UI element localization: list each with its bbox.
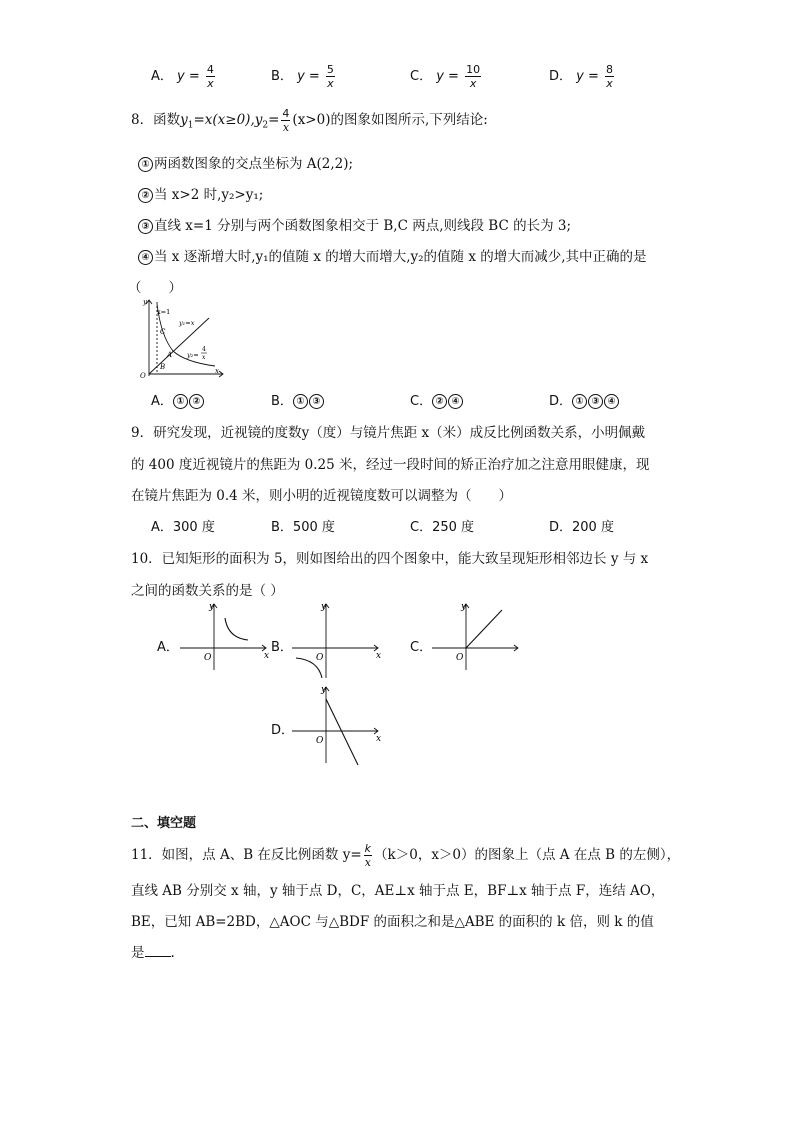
q7-option-b[interactable]: B． y = $\frac{5}{x}$	[271, 63, 334, 90]
q8-conclusion-3: ③ 直线 x=1 分别与两个函数图象相交于 B,C 两点,则线段 BC 的长为 3;	[138, 214, 571, 234]
y-label: y	[209, 602, 215, 612]
q8-graph	[135, 296, 227, 380]
fraction: $\frac{5}{x}$	[326, 63, 334, 90]
origin-label: O	[316, 736, 324, 746]
point-a-label: A	[167, 351, 173, 359]
q10-label-d[interactable]: D．	[271, 723, 295, 738]
q9-option-a[interactable]: A．300 度	[151, 520, 215, 535]
linear-line	[466, 610, 502, 648]
q10-line-2: 之间的函数关系的是（ ）	[131, 583, 284, 599]
q11-line-2: 直线 AB 分别交 x 轴，y 轴于点 D，C，AE⊥x 轴于点 E，BF⊥x 轴于点 F，连结 AO，	[131, 883, 665, 899]
q7-option-d[interactable]: D． y = $\frac{8}{x}$	[549, 63, 614, 90]
q10-graph-a[interactable]	[178, 600, 274, 672]
q11-line-1: 11．如图，点 A、B 在反比例函数 y= $\frac{k}{x}$ （k＞0，x＞0）的图象上（点 A 在点 B 的左侧），	[131, 842, 681, 869]
q9-option-c[interactable]: C．250 度	[410, 520, 475, 535]
fraction: $\frac{k}{x}$	[364, 842, 372, 869]
q8-conclusion-2: ② 当 x>2 时,y₂>y₁;	[138, 183, 263, 203]
y-label: y	[321, 685, 327, 695]
fraction: $\frac{4}{x}$	[282, 107, 290, 134]
x-label: x	[376, 651, 382, 661]
q8-option-c[interactable]: C． ② ④	[410, 390, 464, 409]
fraction: $\frac{4}{x}$	[206, 63, 214, 90]
q8-option-b[interactable]: B． ① ③	[271, 390, 325, 409]
answer-blank[interactable]	[145, 956, 171, 957]
y2-den: x	[202, 354, 206, 361]
linear-line	[326, 699, 358, 765]
q8-stem: 8．函数$y_1=x(x\ge 0),y_2=$ $\frac{4}{x}$ (x>0)的图象如图所示,下列结论:	[131, 107, 488, 134]
q8-answer-paren: （ ）	[128, 280, 182, 296]
q8-conclusion-4: ④ 当 x 逐渐增大时,y₁的值随 x 的增大而增大,y₂的值随 x 的增大而减少,其中正确的是	[138, 245, 647, 265]
q9-line-1: 9．研究发现，近视镜的度数y（度）与镜片焦距 x（米）成反比例函数关系，小明佩戴	[131, 425, 646, 441]
y-label: y	[143, 298, 147, 306]
q7-option-c[interactable]: C． y = $\frac{10}{x}$	[410, 63, 481, 90]
y-label: y	[321, 602, 327, 612]
y-label: y	[461, 602, 467, 612]
q8-option-d[interactable]: D． ① ③ ④	[549, 390, 620, 409]
q11-line-3: BE，已知 AB=2BD，△AOC 与△BDF 的面积之和是△ABE 的面积的 k 倍，则 k 的值	[131, 914, 654, 930]
q9-line-2: 的 400 度近视镜片的焦距为 0.25 米，经过一段时间的矫正治疗加之注意用眼健康，现	[131, 457, 650, 473]
origin-label: O	[140, 372, 146, 380]
q10-label-c[interactable]: C．	[410, 640, 433, 655]
fraction: $\frac{10}{x}$	[466, 63, 481, 90]
origin-label: O	[456, 653, 464, 663]
q9-line-3: 在镜片焦距为 0.4 米，则小明的近视镜度数可以调整为（ ）	[131, 488, 513, 504]
x-label: x	[215, 367, 219, 375]
origin-label: O	[204, 653, 212, 663]
y2-num: 4	[202, 346, 206, 353]
hyperbola-branch	[225, 618, 248, 640]
q10-graph-c[interactable]	[430, 600, 526, 672]
point-b-label: B	[160, 363, 166, 371]
x1-label: x=1	[157, 308, 171, 316]
x-label: x	[376, 734, 382, 744]
q7-option-a[interactable]: A． y = $\frac{4}{x}$	[151, 63, 214, 90]
q9-option-d[interactable]: D．200 度	[549, 520, 614, 535]
q10-graph-b[interactable]	[290, 600, 386, 680]
section-title: 二、填空题	[131, 816, 197, 831]
q10-graph-d[interactable]	[290, 683, 386, 767]
y2-label: y₂=	[187, 351, 199, 359]
origin-label: O	[316, 653, 324, 663]
q11-line-4: 是 .	[131, 945, 175, 961]
q8-option-a[interactable]: A． ① ②	[151, 390, 205, 409]
x-label: x	[264, 651, 270, 661]
q10-line-1: 10．已知矩形的面积为 5，则如图给出的四个图象中，能大致呈现矩形相邻边长 y 与 x	[131, 551, 649, 567]
q9-option-b[interactable]: B．500 度	[271, 520, 335, 535]
y1-label: y₁=x	[179, 319, 195, 327]
q10-label-b[interactable]: B．	[271, 640, 293, 655]
q10-label-a[interactable]: A．	[157, 640, 179, 655]
point-c-label: C	[160, 328, 166, 336]
q8-conclusion-1: ① 两函数图象的交点坐标为 A(2,2);	[138, 152, 353, 172]
fraction: $\frac{8}{x}$	[606, 63, 614, 90]
